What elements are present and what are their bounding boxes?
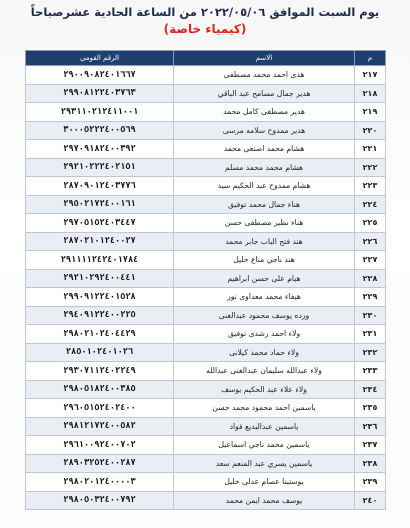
- table-row: [26, 195, 386, 214]
- national-id-cell: ٢٩٠٠٩٠٨٢٤٠١٦٦٧: [26, 66, 174, 85]
- national-id-cell: ٢٩٤٠٩١٢٢٤٠٠٢٢٥: [26, 306, 174, 325]
- name-cell: هيام على حسن ابراهيم: [174, 269, 355, 288]
- national-id-cell: ٢٩٣٠٧١١٢٤٠٢٢٤٩: [26, 362, 174, 381]
- name-cell: هناء نظير مصطفى حسن: [174, 214, 355, 233]
- name-cell: ولاء احمد رشدى توفيق: [174, 325, 355, 344]
- table-row: [26, 417, 386, 436]
- national-id-cell: ٢٩٨٠٢١٠٢٤٠٤٤٢٩: [26, 325, 174, 344]
- national-id-cell: ٢٨٩٠٣٢٥٢٤٠٠٢٨٧: [26, 454, 174, 473]
- name-cell: ولاء علاء عبد الحكيم يوسف: [174, 380, 355, 399]
- index-cell: ٢٣٠: [355, 306, 386, 325]
- name-cell: هشام محمد اصنعى محمد: [174, 140, 355, 159]
- name-cell: هدير مصطفى كامل محمد: [174, 103, 355, 122]
- table-row: [26, 84, 386, 103]
- index-cell: ٢٢٣: [355, 177, 386, 196]
- index-cell: ٢٣٩: [355, 473, 386, 492]
- name-cell: ولاء عبدالله سليمان عبدالغنى عبدالله: [174, 362, 355, 381]
- name-cell: ياسمين احمد محمود محمد حسن: [174, 399, 355, 418]
- index-cell: ٢٢٠: [355, 121, 386, 140]
- index-cell: ٢١٩: [355, 103, 386, 122]
- national-id-cell: ٢٩٧٠٥١٥٢٤٠٣٤٤٧: [26, 214, 174, 233]
- table-row: [26, 306, 386, 325]
- column-header-national-id: الرقم القومى: [26, 51, 174, 66]
- name-cell: هشام محمد محمد مسلم: [174, 158, 355, 177]
- table-header-row: [26, 51, 386, 66]
- national-id-cell: ٢٩٢١٠٢٢٢٤٠٢١٥١: [26, 158, 174, 177]
- column-header-name: الاسم: [174, 51, 355, 66]
- name-cell: هشام ممدوح عبد الحكيم سيد: [174, 177, 355, 196]
- table-row: [26, 454, 386, 473]
- table-row: [26, 121, 386, 140]
- name-cell: يوسف محمد ايمن محمد: [174, 491, 355, 510]
- national-id-cell: ٢٨٧٠٢١٠١٢٤٠٠٢٧: [26, 232, 174, 251]
- index-cell: ٢٢٨: [355, 269, 386, 288]
- national-id-cell: ٢٨٧٠٩٠١٢٤٠٣٧٧٦: [26, 177, 174, 196]
- national-id-cell: ٢٩٨٠٥١٨٢٤٠٠٣٨٥: [26, 380, 174, 399]
- index-cell: ٢٢٥: [355, 214, 386, 233]
- table-row: [26, 343, 386, 362]
- national-id-cell: ٢٩٩٠٨١٢٢٤٠٣٧٦٣: [26, 84, 174, 103]
- page-title: يوم السبت الموافق ٢٠٢٢/٠٥/٠٦ من الساعة الحادية عشرصباحاً: [30, 5, 380, 19]
- table-row: [26, 436, 386, 455]
- name-cell: هدير جمال مسامح عبد الباقي: [174, 84, 355, 103]
- name-cell: ياسمين محمد ناجي اسماعيل: [174, 436, 355, 455]
- name-cell: ورده يوسف محمود عبدالغنى: [174, 306, 355, 325]
- national-id-cell: ٢٩١١١١٢٤٢٤٠١٧٨٤: [26, 251, 174, 270]
- national-id-cell: ٢٩٨٠٥٠٣٢٤٠٠٧٩٢: [26, 491, 174, 510]
- index-cell: ٢٣٧: [355, 436, 386, 455]
- national-id-cell: ٢٩٦١٠٠٩٢٤٠٠٧٠٢: [26, 436, 174, 455]
- name-cell: ولاء حماد محمد كيلانى: [174, 343, 355, 362]
- table-row: [26, 380, 386, 399]
- name-cell: هند فتح الباب جابر محمد: [174, 232, 355, 251]
- index-cell: ٢٤٠: [355, 491, 386, 510]
- name-cell: يوستينا عصام عدلى خليل: [174, 473, 355, 492]
- national-id-cell: ٢٩٥٠٢١٧٢٤٠٠١٦١: [26, 195, 174, 214]
- index-cell: ٢٣٣: [355, 362, 386, 381]
- table-row: [26, 66, 386, 85]
- index-cell: ٢٣٦: [355, 417, 386, 436]
- index-cell: ٢٣٨: [355, 454, 386, 473]
- national-id-cell: ٣٠٠٠٥٢٢٢٤٠٠٥٦٩: [26, 121, 174, 140]
- students-table: [25, 50, 385, 510]
- name-cell: هدير ممدوح سلامه مرسى: [174, 121, 355, 140]
- table-row: [26, 177, 386, 196]
- national-id-cell: ٢٩٦٠٥١٥٢٤٠٢٤٠٠: [26, 399, 174, 418]
- index-cell: ٢٣٤: [355, 380, 386, 399]
- index-cell: ٢٢٢: [355, 158, 386, 177]
- table-row: [26, 251, 386, 270]
- national-id-cell: ٢٩٣١١٠٢١٢٤١١٠٠١: [26, 103, 174, 122]
- table-row: [26, 473, 386, 492]
- table-row: [26, 288, 386, 307]
- table-row: [26, 158, 386, 177]
- national-id-cell: ٢٩٧٠٩١٨٢٤٠٠٣٩٢: [26, 140, 174, 159]
- national-id-cell: ٢٩٩٠٩١٢٢٤٠١٥٢٨: [26, 288, 174, 307]
- column-header-index: م: [355, 51, 386, 66]
- page-subtitle: (كيمياء خاصة): [163, 22, 247, 36]
- national-id-cell: ٢٩٨٠٢٠١٢٤٠٠٠٠٣: [26, 473, 174, 492]
- table-row: [26, 491, 386, 510]
- index-cell: ٢٣٥: [355, 399, 386, 418]
- table-row: [26, 214, 386, 233]
- name-cell: هند ناجي مناع خليل: [174, 251, 355, 270]
- table-row: [26, 232, 386, 251]
- table-row: [26, 269, 386, 288]
- index-cell: ٢٣٢: [355, 343, 386, 362]
- index-cell: ٢٢٧: [355, 251, 386, 270]
- index-cell: ٢٢٩: [355, 288, 386, 307]
- national-id-cell: ٢٩٢١٠٢٩٢٤٠٠٤٤١: [26, 269, 174, 288]
- table-row: [26, 399, 386, 418]
- index-cell: ٢٢١: [355, 140, 386, 159]
- table-row: [26, 140, 386, 159]
- index-cell: ٢٢٤: [355, 195, 386, 214]
- national-id-cell: ٢٨٥٠١٠٢٤٠١٠٢٦: [26, 343, 174, 362]
- index-cell: ٢٣١: [355, 325, 386, 344]
- name-cell: هناء جمال محمد توفيق: [174, 195, 355, 214]
- index-cell: ٢١٨: [355, 84, 386, 103]
- index-cell: ٢٢٦: [355, 232, 386, 251]
- name-cell: هدى احمد محمد مصطفى: [174, 66, 355, 85]
- table-row: [26, 362, 386, 381]
- index-cell: ٢١٧: [355, 66, 386, 85]
- name-cell: هيفاء محمد معداوى نور: [174, 288, 355, 307]
- table-row: [26, 325, 386, 344]
- national-id-cell: ٢٩٨١٢١٧٢٤٠٠٥٨٢: [26, 417, 174, 436]
- name-cell: ياسمين يسري عبد المنعم سعد: [174, 454, 355, 473]
- table-row: [26, 103, 386, 122]
- name-cell: ياسمين عبدالبديع فواد: [174, 417, 355, 436]
